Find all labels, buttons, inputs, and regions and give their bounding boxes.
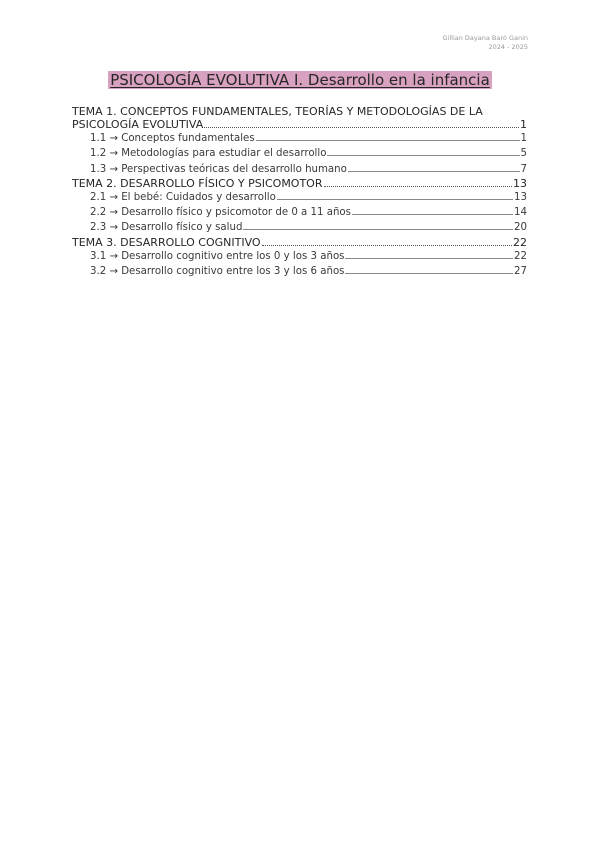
toc-page-number: 13 — [514, 191, 527, 203]
toc-entry-label: TEMA 3. DESARROLLO COGNITIVO — [72, 235, 261, 249]
toc-tema-1[interactable] — [72, 105, 527, 131]
author-name: Gillian Dayana Baró Ganin — [442, 34, 528, 42]
dot-leader — [262, 245, 512, 246]
toc-entry-label: PSICOLOGÍA EVOLUTIVA — [72, 118, 204, 131]
dot-leader — [348, 171, 520, 172]
toc-entry-label: TEMA 2. DESARROLLO FÍSICO Y PSICOMOTOR — [72, 176, 323, 190]
toc-tema-2[interactable] — [72, 177, 527, 190]
toc-tema-3[interactable] — [72, 236, 527, 249]
dot-leader — [345, 258, 513, 259]
toc-entry-label: 1.2 → Metodologías para estudiar el desarrollo — [90, 148, 327, 160]
toc-page-number: 14 — [514, 207, 527, 219]
toc-entry-label: 2.2 → Desarrollo físico y psicomotor de 0 a 11 años — [90, 207, 351, 219]
toc-entry-label: 1.1 → Conceptos fundamentales — [90, 133, 255, 144]
toc-entry-label: 2.3 → Desarrollo físico y salud — [90, 222, 243, 234]
toc-page-number: 7 — [520, 163, 527, 175]
toc-tema-1-title-line2 — [72, 118, 527, 131]
toc-entry-label: 3.1 → Desarrollo cognitivo entre los 0 y los 3 años — [90, 250, 345, 262]
document-header-meta — [443, 34, 529, 52]
toc-entry-label: 2.1 → El bebé: Cuidados y desarrollo — [90, 191, 276, 203]
dot-leader — [204, 127, 519, 128]
toc-entry-2-1[interactable] — [72, 190, 527, 205]
toc-entry-1-2[interactable] — [72, 146, 527, 161]
toc-entry-label: 3.2 → Desarrollo cognitivo entre los 3 y los 6 años — [90, 266, 345, 278]
dot-leader — [243, 229, 513, 230]
academic-years: 2024 - 2025 — [488, 43, 528, 51]
toc-page-number: 13 — [513, 176, 527, 190]
toc-tema-1-title-line1: TEMA 1. CONCEPTOS FUNDAMENTALES, TEORÍAS Y METODOLOGÍAS DE LA — [72, 105, 483, 118]
dot-leader — [352, 214, 513, 215]
toc-page-number: 20 — [514, 222, 527, 234]
toc-entry-1-1[interactable] — [72, 131, 527, 146]
toc-entry-2-2[interactable] — [72, 205, 527, 220]
dot-leader — [345, 273, 513, 274]
toc-page-number: 1 — [520, 133, 527, 144]
title-container — [0, 70, 600, 89]
toc-entry-3-2[interactable] — [72, 264, 527, 279]
toc-page-number: 22 — [513, 235, 527, 249]
toc-page-number: 5 — [520, 148, 527, 160]
toc-entry-label: 1.3 → Perspectivas teóricas del desarrollo humano — [90, 163, 347, 175]
toc-page-number: 27 — [514, 266, 527, 278]
toc-entry-2-3[interactable] — [72, 220, 527, 235]
dot-leader — [256, 140, 520, 141]
dot-leader — [324, 186, 513, 187]
table-of-contents — [72, 105, 527, 279]
document-title: PSICOLOGÍA EVOLUTIVA I. Desarrollo en la infancia — [110, 71, 490, 89]
toc-page-number: 1 — [520, 118, 527, 131]
toc-entry-3-1[interactable] — [72, 249, 527, 264]
dot-leader — [277, 199, 513, 200]
toc-entry-1-3[interactable] — [72, 162, 527, 177]
dot-leader — [327, 155, 519, 156]
toc-page-number: 22 — [514, 250, 527, 262]
